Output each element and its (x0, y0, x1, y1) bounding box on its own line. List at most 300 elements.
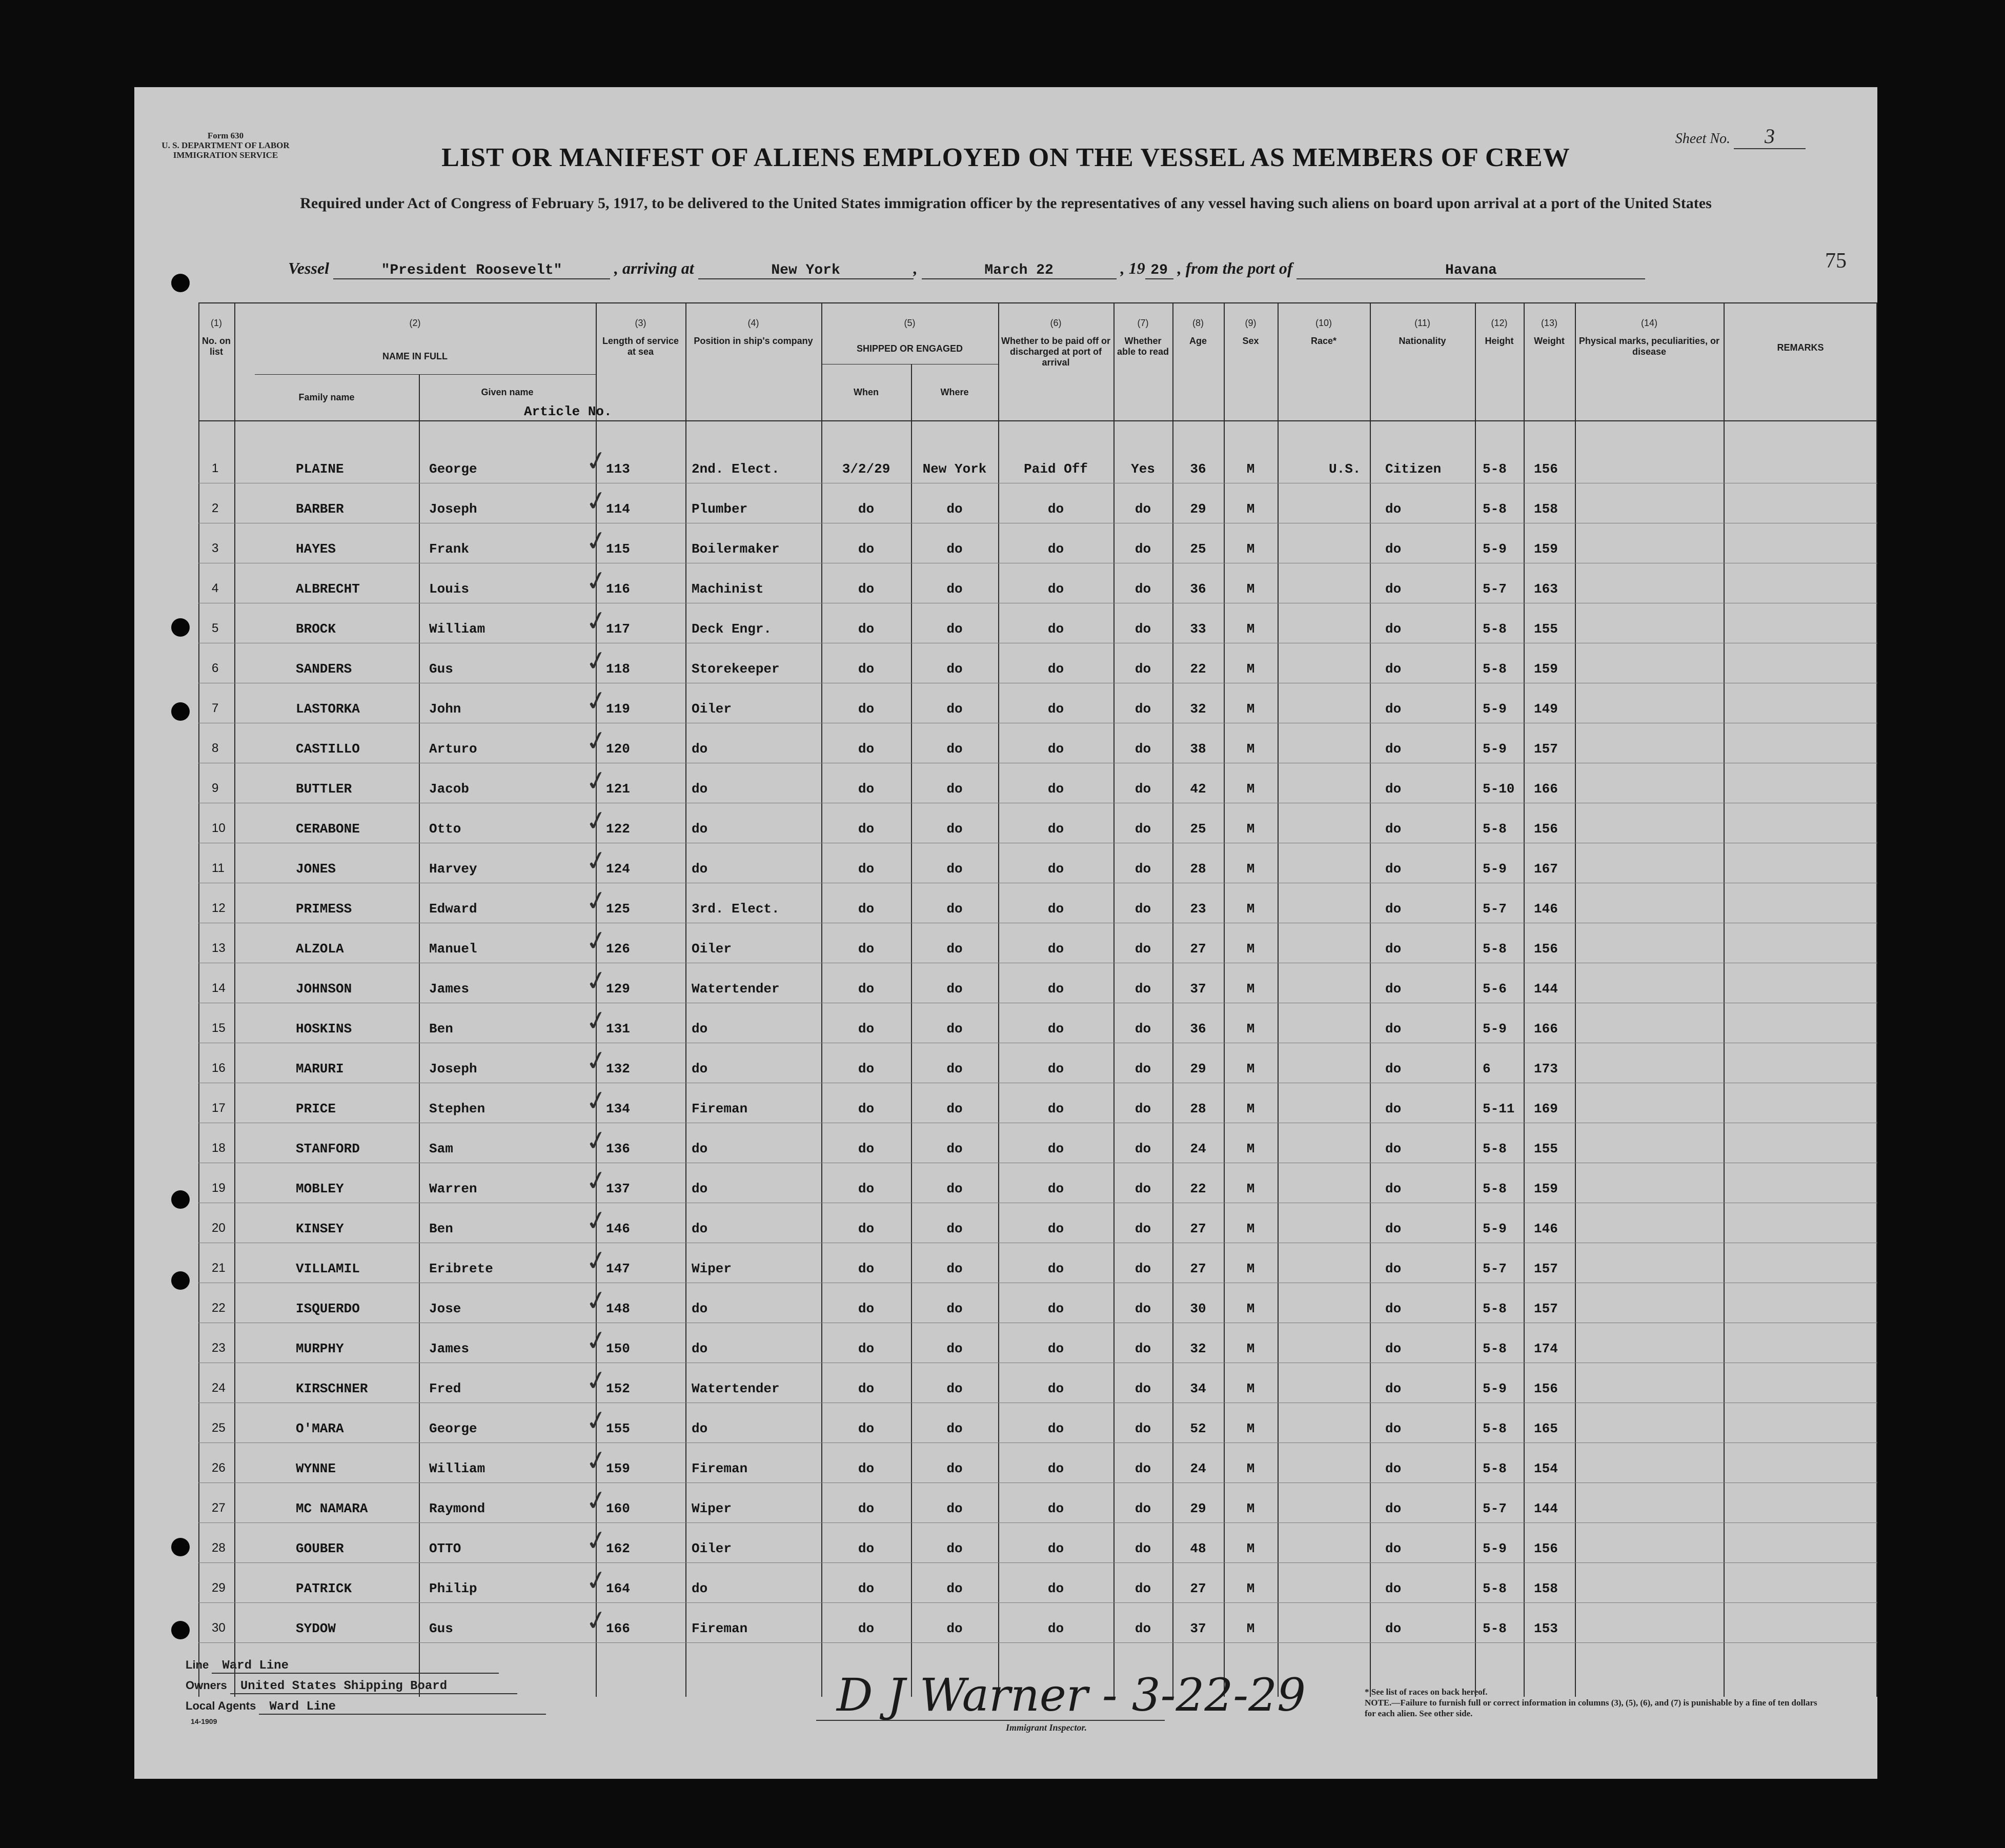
age: 24 (1190, 1141, 1206, 1156)
age: 27 (1190, 941, 1206, 957)
position: do (692, 1061, 708, 1077)
column-number: (10) (1315, 318, 1332, 328)
nationality: do (1385, 1381, 1402, 1396)
checkmark: ✓ (582, 1244, 611, 1278)
given-name: Louis (429, 581, 470, 597)
sex: M (1246, 941, 1255, 957)
nationality: do (1385, 901, 1402, 917)
checkmark: ✓ (582, 884, 611, 919)
checkmark: ✓ (582, 1484, 611, 1518)
row-number: 24 (212, 1381, 226, 1395)
able-to-read: do (1135, 501, 1151, 517)
weight: 155 (1534, 1141, 1558, 1156)
height: 5-7 (1483, 1501, 1507, 1516)
checkmark: ✓ (582, 1404, 611, 1438)
paid-off: do (1047, 501, 1064, 517)
from-port-label: , from the port of (1177, 259, 1293, 277)
family-name: ALZOLA (296, 941, 344, 957)
position: Storekeeper (692, 661, 780, 677)
article-number: 155 (606, 1421, 630, 1436)
given-name: Harvey (429, 861, 477, 877)
punch-hole (171, 1190, 190, 1209)
given-name: Jose (429, 1301, 461, 1316)
given-name: Raymond (429, 1501, 485, 1516)
shipped-where: do (946, 1221, 963, 1236)
able-to-read: do (1135, 981, 1151, 997)
able-to-read: do (1135, 1021, 1151, 1037)
shipped-where: do (946, 1381, 963, 1396)
height: 5-6 (1483, 981, 1507, 997)
agents-label: Local Agents (186, 1699, 256, 1712)
checkmark: ✓ (582, 484, 611, 519)
row-number: 26 (212, 1461, 226, 1475)
weight: 156 (1534, 1381, 1558, 1396)
paid-off: do (1047, 1461, 1064, 1476)
row-number: 27 (212, 1501, 226, 1515)
height: 5-9 (1483, 1021, 1507, 1037)
given-name: Frank (429, 541, 470, 557)
given-name: Otto (429, 821, 461, 837)
article-number: 166 (606, 1621, 630, 1636)
paid-off: Paid Off (1024, 461, 1088, 477)
nationality: do (1385, 661, 1402, 677)
row-number: 29 (212, 1581, 226, 1595)
paid-off: do (1047, 541, 1064, 557)
nationality: do (1385, 1501, 1402, 1516)
height: 5-8 (1483, 1341, 1507, 1356)
article-number: 160 (606, 1501, 630, 1516)
arriving-label: , arriving at (614, 259, 694, 277)
arrival-date: March 22 (922, 262, 1117, 279)
shipped-when: do (858, 1141, 875, 1156)
able-to-read: do (1135, 1181, 1151, 1196)
paid-off: do (1047, 1301, 1064, 1316)
row-number: 16 (212, 1061, 226, 1075)
row-number: 30 (212, 1621, 226, 1635)
footer-form-code: 14-1909 (191, 1717, 217, 1725)
height: 5-8 (1483, 1141, 1507, 1156)
height: 5-8 (1483, 1581, 1507, 1596)
nationality: do (1385, 621, 1402, 637)
able-to-read: do (1135, 621, 1151, 637)
position: Wiper (692, 1261, 732, 1276)
shipped-when: do (858, 1101, 875, 1116)
shipped-when: do (858, 1581, 875, 1596)
checkmark: ✓ (582, 1444, 611, 1478)
checkmark: ✓ (582, 684, 611, 719)
shipped-when: do (858, 661, 875, 677)
column-rule (1278, 302, 1279, 1697)
height: 5-9 (1483, 1541, 1507, 1556)
shipped-when: do (858, 1541, 875, 1556)
age: 25 (1190, 821, 1206, 837)
family-name: MC NAMARA (296, 1501, 368, 1516)
age: 28 (1190, 1101, 1206, 1116)
column-header: NAME IN FULL (382, 351, 448, 361)
height: 5-11 (1483, 1101, 1515, 1116)
weight: 155 (1534, 621, 1558, 637)
name-split-rule (419, 374, 420, 1697)
family-name: ISQUERDO (296, 1301, 360, 1316)
shipped-where: do (946, 621, 963, 637)
row-number: 28 (212, 1541, 226, 1555)
nationality: do (1385, 1621, 1402, 1636)
nationality: do (1385, 541, 1402, 557)
age: 36 (1190, 1021, 1206, 1037)
family-name: O'MARA (296, 1421, 344, 1436)
article-number: 122 (606, 821, 630, 837)
shipped-when: do (858, 1341, 875, 1356)
shipped-where: do (946, 781, 963, 797)
given-name: Joseph (429, 1061, 477, 1077)
weight: 144 (1534, 1501, 1558, 1516)
checkmark: ✓ (582, 1324, 611, 1358)
height: 5-8 (1483, 461, 1507, 477)
row-rule (198, 1562, 1877, 1563)
sheet-number-value: 3 (1734, 124, 1806, 149)
family-name: MURPHY (296, 1341, 344, 1356)
family-name: JOHNSON (296, 981, 352, 997)
family-name: BUTTLER (296, 781, 352, 797)
paid-off: do (1047, 581, 1064, 597)
column-header: No. on list (202, 336, 231, 357)
given-name: Jacob (429, 781, 470, 797)
checkmark: ✓ (582, 1004, 611, 1039)
position: do (692, 1141, 708, 1156)
sex: M (1246, 1501, 1255, 1516)
shipped-where: do (946, 1301, 963, 1316)
page-title: LIST OR MANIFEST OF ALIENS EMPLOYED ON THE VESSEL AS MEMBERS OF CREW (441, 143, 1570, 172)
position: do (692, 1581, 708, 1596)
column-header: Whether able to read (1117, 336, 1169, 357)
height: 5-7 (1483, 901, 1507, 917)
position: do (692, 1421, 708, 1436)
sex: M (1246, 701, 1255, 717)
punch-hole (171, 1538, 190, 1556)
manifest-sheet (134, 87, 1877, 1779)
article-number: 159 (606, 1461, 630, 1476)
sex: M (1246, 1221, 1255, 1236)
age: 29 (1190, 1501, 1206, 1516)
column-header: Race* (1310, 336, 1337, 346)
paid-off: do (1047, 781, 1064, 797)
family-name: JONES (296, 861, 336, 877)
position: 2nd. Elect. (692, 461, 780, 477)
weight: 146 (1534, 901, 1558, 917)
nationality: do (1385, 1221, 1402, 1236)
family-name: BARBER (296, 501, 344, 517)
height: 5-9 (1483, 1221, 1507, 1236)
sex: M (1246, 1101, 1255, 1116)
age: 37 (1190, 981, 1206, 997)
family-name: PATRICK (296, 1581, 352, 1596)
article-number: 146 (606, 1221, 630, 1236)
paid-off: do (1047, 1261, 1064, 1276)
nationality: Citizen (1385, 461, 1442, 477)
weight: 163 (1534, 581, 1558, 597)
row-number: 15 (212, 1021, 226, 1035)
paid-off: do (1047, 741, 1064, 757)
weight: 173 (1534, 1061, 1558, 1077)
shipped-when: do (858, 1501, 875, 1516)
weight: 159 (1534, 541, 1558, 557)
sex: M (1246, 741, 1255, 757)
position: do (692, 821, 708, 837)
paid-off: do (1047, 1141, 1064, 1156)
given-name: James (429, 1341, 470, 1356)
family-name: HOSKINS (296, 1021, 352, 1037)
row-number: 18 (212, 1141, 226, 1155)
checkmark: ✓ (582, 1364, 611, 1398)
nationality: do (1385, 1141, 1402, 1156)
able-to-read: do (1135, 741, 1151, 757)
shipped-where: do (946, 541, 963, 557)
position: do (692, 1341, 708, 1356)
able-to-read: do (1135, 781, 1151, 797)
able-to-read: do (1135, 821, 1151, 837)
family-name: BROCK (296, 621, 336, 637)
article-number: 124 (606, 861, 630, 877)
weight: 146 (1534, 1221, 1558, 1236)
article-number: 148 (606, 1301, 630, 1316)
checkmark: ✓ (582, 724, 611, 759)
row-number: 3 (212, 541, 219, 555)
nationality: do (1385, 1421, 1402, 1436)
given-name: Eribrete (429, 1261, 493, 1276)
able-to-read: do (1135, 1061, 1151, 1077)
shipped-where: do (946, 941, 963, 957)
checkmark: ✓ (582, 764, 611, 799)
shipped-when: do (858, 741, 875, 757)
article-number: 114 (606, 501, 630, 517)
given-name: Warren (429, 1181, 477, 1196)
row-number: 9 (212, 781, 219, 795)
article-number: 117 (606, 621, 630, 637)
sex: M (1246, 1141, 1255, 1156)
height: 5-7 (1483, 581, 1507, 597)
shipped-when: do (858, 861, 875, 877)
footer-notes (1365, 1687, 1826, 1719)
height: 5-8 (1483, 1181, 1507, 1196)
line-value: Ward Line (212, 1659, 499, 1674)
article-number: 164 (606, 1581, 630, 1596)
column-header: Nationality (1399, 336, 1446, 346)
position: do (692, 1021, 708, 1037)
column-rule (234, 302, 235, 1697)
article-number: 119 (606, 701, 630, 717)
column-header: Sex (1242, 336, 1259, 346)
paid-off: do (1047, 1421, 1064, 1436)
shipped-where: do (946, 821, 963, 837)
department-name: U. S. DEPARTMENT OF LABOR (161, 140, 290, 150)
paid-off: do (1047, 1061, 1064, 1077)
row-number: 2 (212, 501, 219, 515)
weight: 157 (1534, 741, 1558, 757)
given-name-header: Given name (481, 387, 534, 397)
given-name: George (429, 461, 477, 477)
age: 23 (1190, 901, 1206, 917)
given-name: OTTO (429, 1541, 461, 1556)
paid-off: do (1047, 701, 1064, 717)
sex: M (1246, 1341, 1255, 1356)
column-rule (1876, 302, 1877, 1697)
article-number: 152 (606, 1381, 630, 1396)
column-rule (1370, 302, 1371, 1697)
able-to-read: do (1135, 1581, 1151, 1596)
row-number: 1 (212, 461, 219, 475)
age: 42 (1190, 781, 1206, 797)
family-name: MARURI (296, 1061, 344, 1077)
paid-off: do (1047, 901, 1064, 917)
column-header: SHIPPED OR ENGAGED (856, 343, 963, 354)
sex: M (1246, 1021, 1255, 1037)
shipped-when: do (858, 621, 875, 637)
checkmark: ✓ (582, 964, 611, 999)
shipped-where: do (946, 701, 963, 717)
able-to-read: do (1135, 1501, 1151, 1516)
vessel-label: Vessel (288, 259, 329, 277)
age: 48 (1190, 1541, 1206, 1556)
age: 32 (1190, 701, 1206, 717)
family-name: KINSEY (296, 1221, 344, 1236)
position: do (692, 1301, 708, 1316)
row-number: 5 (212, 621, 219, 635)
age: 36 (1190, 461, 1206, 477)
arrival-port: New York (698, 262, 914, 279)
shipped-where: do (946, 1581, 963, 1596)
sex: M (1246, 1061, 1255, 1077)
nationality: do (1385, 1461, 1402, 1476)
column-header: Position in ship's company (694, 336, 813, 346)
age: 27 (1190, 1221, 1206, 1236)
vessel-name: "President Roosevelt" (333, 262, 610, 279)
row-number: 6 (212, 661, 219, 675)
height: 5-8 (1483, 621, 1507, 637)
height: 5-8 (1483, 941, 1507, 957)
shipped-when: do (858, 1221, 875, 1236)
weight: 159 (1534, 661, 1558, 677)
shipped-when: do (858, 1381, 875, 1396)
weight: 166 (1534, 781, 1558, 797)
age: 38 (1190, 741, 1206, 757)
given-name: Arturo (429, 741, 477, 757)
shipped-where: do (946, 1101, 963, 1116)
punch-hole (171, 1271, 190, 1290)
footer-agents (186, 1699, 546, 1715)
checkmark: ✓ (582, 524, 611, 559)
paid-off: do (1047, 981, 1064, 997)
shipped-when: do (858, 901, 875, 917)
weight: 149 (1534, 701, 1558, 717)
height: 5-8 (1483, 1621, 1507, 1636)
able-to-read: do (1135, 901, 1151, 917)
paid-off: do (1047, 661, 1064, 677)
able-to-read: do (1135, 1461, 1151, 1476)
shipped-where: do (946, 1181, 963, 1196)
shipped-where: do (946, 661, 963, 677)
family-name: SANDERS (296, 661, 352, 677)
row-number: 12 (212, 901, 226, 915)
race-note: * See list of races on back hereof. (1365, 1687, 1488, 1697)
row-number: 13 (212, 941, 226, 955)
age: 36 (1190, 581, 1206, 597)
sex: M (1246, 661, 1255, 677)
shipped-where: do (946, 1261, 963, 1276)
age: 52 (1190, 1421, 1206, 1436)
row-rule (198, 1642, 1877, 1643)
column-number: (2) (409, 318, 421, 328)
weight: 156 (1534, 941, 1558, 957)
nationality: do (1385, 1341, 1402, 1356)
age: 37 (1190, 1621, 1206, 1636)
column-rule (1524, 302, 1525, 1697)
checkmark: ✓ (582, 1044, 611, 1079)
name-subheader-rule (255, 374, 596, 375)
article-number: 150 (606, 1341, 630, 1356)
sex: M (1246, 1181, 1255, 1196)
age: 33 (1190, 621, 1206, 637)
given-name: Sam (429, 1141, 453, 1156)
sheet-number-label: Sheet No. (1675, 131, 1730, 147)
paid-off: do (1047, 621, 1064, 637)
sex: M (1246, 1581, 1255, 1596)
checkmark: ✓ (582, 1084, 611, 1119)
shipped-when: do (858, 1021, 875, 1037)
sex: M (1246, 1421, 1255, 1436)
sex: M (1246, 1301, 1255, 1316)
row-number: 7 (212, 701, 219, 715)
given-name: Stephen (429, 1101, 485, 1116)
height: 6 (1483, 1061, 1491, 1077)
given-name: William (429, 621, 485, 637)
shipped-where: do (946, 1621, 963, 1636)
column-rule (821, 302, 822, 1697)
height: 5-8 (1483, 1461, 1507, 1476)
column-rule (1475, 302, 1476, 1697)
row-number: 20 (212, 1221, 226, 1235)
able-to-read: do (1135, 1101, 1151, 1116)
article-number: 126 (606, 941, 630, 957)
table-top-rule (198, 302, 1877, 303)
shipped-where: do (946, 861, 963, 877)
given-name: Manuel (429, 941, 477, 957)
row-number: 23 (212, 1341, 226, 1355)
given-name: Joseph (429, 501, 477, 517)
family-name: KIRSCHNER (296, 1381, 368, 1396)
agents-value: Ward Line (259, 1700, 546, 1715)
column-number: (4) (747, 318, 759, 328)
position: do (692, 741, 708, 757)
able-to-read: do (1135, 1621, 1151, 1636)
article-number: 134 (606, 1101, 630, 1116)
height: 5-9 (1483, 741, 1507, 757)
able-to-read: do (1135, 1221, 1151, 1236)
position: 3rd. Elect. (692, 901, 780, 917)
sex: M (1246, 901, 1255, 917)
vessel-line: Vessel "President Roosevelt" , arriving at New York , March 22 , 19 29 , from the port of Havana (288, 259, 1645, 279)
family-name: VILLAMIL (296, 1261, 360, 1276)
weight: 174 (1534, 1341, 1558, 1356)
column-number: (14) (1641, 318, 1657, 328)
row-number: 19 (212, 1181, 226, 1195)
weight: 169 (1534, 1101, 1558, 1116)
article-number: 129 (606, 981, 630, 997)
column-header: Age (1189, 336, 1207, 346)
able-to-read: do (1135, 1141, 1151, 1156)
column-number: (6) (1050, 318, 1062, 328)
page-subtitle: Required under Act of Congress of February 5, 1917, to be delivered to the United States immigration officer by the representatives of any vessel having such aliens on board upon arrival at a port of the United States (300, 195, 1712, 212)
article-number: 137 (606, 1181, 630, 1196)
